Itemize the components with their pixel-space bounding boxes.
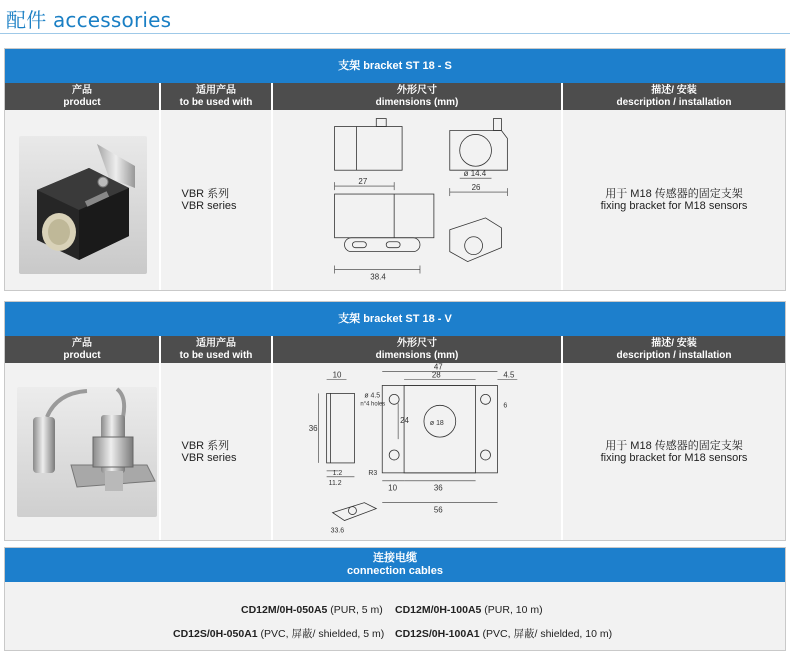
col-dimensions: 外形尺寸 dimensions (mm) [273, 336, 563, 363]
svg-text:56: 56 [433, 505, 443, 515]
col-description: 描述/ 安装 description / installation [563, 336, 785, 363]
cable-item: CD12S/0H-100A1 (PVC, 屏蔽/ shielded, 10 m) [395, 628, 613, 640]
column-headers [5, 83, 785, 110]
description-cell: 用于 M18 传感器的固定支架 fixing bracket for M18 sensors [600, 439, 748, 464]
col-used-with: 适用产品 to be used with [161, 336, 273, 363]
cable-item: CD12M/0H-050A5 (PUR, 5 m) [241, 604, 383, 616]
cables-title: 连接电缆 connection cables [5, 548, 785, 582]
used-with-cell: VBR 系列 VBR series [161, 363, 273, 540]
svg-text:27: 27 [358, 177, 368, 187]
svg-text:ø 4.5: ø 4.5 [364, 392, 381, 400]
col-product: 产品 product [5, 83, 161, 110]
svg-text:10: 10 [332, 370, 342, 380]
used-with-cell: VBR 系列 VBR series [161, 110, 273, 290]
col-description: 描述/ 安装 description / installation [563, 83, 785, 110]
page-title: 配件 accessories [6, 8, 172, 32]
svg-text:36: 36 [433, 483, 443, 493]
svg-text:38.4: 38.4 [370, 272, 386, 282]
svg-text:24: 24 [400, 416, 409, 426]
column-headers [5, 336, 785, 363]
svg-text:n°4 holes: n°4 holes [360, 401, 386, 408]
product-row [5, 363, 785, 540]
connection-cables-section [4, 547, 786, 651]
svg-text:6: 6 [503, 402, 508, 410]
bracket-st18s-section [4, 48, 786, 291]
svg-text:33.6: 33.6 [330, 527, 345, 535]
title-divider [0, 33, 790, 34]
svg-text:36: 36 [308, 424, 318, 434]
product-row [5, 110, 785, 290]
description-cell: 用于 M18 传感器的固定支架 fixing bracket for M18 sensors [600, 188, 748, 212]
svg-text:R3: R3 [368, 469, 378, 477]
cable-item: CD12S/0H-050A1 (PVC, 屏蔽/ shielded, 5 m) [173, 628, 385, 640]
svg-text:47: 47 [433, 363, 443, 372]
col-dimensions: 外形尺寸 dimensions (mm) [273, 83, 563, 110]
product-photo-cell [5, 110, 161, 290]
dimensions-drawing-cell [273, 363, 563, 540]
svg-text:1.2: 1.2 [332, 469, 343, 477]
section-title: 支架 bracket ST 18 - S [5, 49, 785, 83]
svg-text:11.2: 11.2 [328, 479, 342, 487]
svg-text:4.5: 4.5 [503, 370, 515, 380]
svg-text:ø 18: ø 18 [429, 420, 444, 428]
cable-item: CD12M/0H-100A5 (PUR, 10 m) [395, 604, 543, 616]
bracket-st18v-photo [17, 387, 157, 517]
col-used-with: 适用产品 to be used with [161, 83, 273, 110]
svg-text:28: 28 [431, 370, 441, 380]
dimensions-drawing-cell [273, 110, 563, 290]
bracket-st18s-dimension-drawing [273, 110, 561, 290]
bracket-st18v-dimension-drawing [273, 363, 561, 540]
svg-text:10: 10 [388, 483, 398, 493]
svg-text:26: 26 [471, 183, 481, 193]
bracket-st18v-section [4, 301, 786, 541]
bracket-st18s-photo [19, 136, 147, 274]
svg-text:ø 14.4: ø 14.4 [463, 169, 487, 179]
section-title: 支架 bracket ST 18 - V [5, 302, 785, 336]
col-product: 产品 product [5, 336, 161, 363]
product-photo-cell [5, 363, 161, 540]
